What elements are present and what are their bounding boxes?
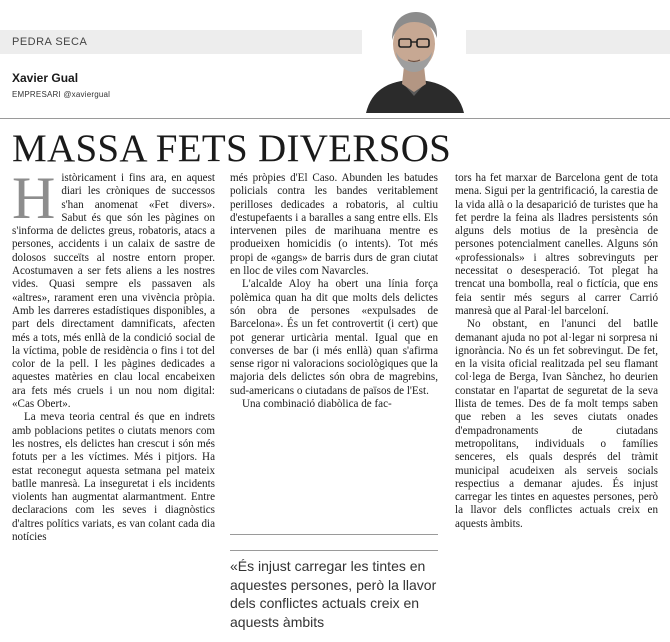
author-photo (362, 0, 466, 113)
paragraph: L'alcalde Aloy ha obert una línia força polèmica quan ha dit que molts dels delictes són obra de persones «expulsades de Barcelona». És un fet controvertit (i cert) que pot generar urticària mental. Igual que en converses de bar (i més enllà) quan s'afirma sense rigor ni valoracions sociològiques que la majoria dels delictes són obra de magrebins, sud-americans o ciutadans de països de l'Est. (230, 278, 438, 397)
article-column-3 (455, 172, 658, 531)
section-bar (0, 30, 670, 54)
author-role: EMPRESARI @xaviergual (12, 90, 111, 99)
author-name: Xavier Gual (12, 71, 79, 85)
paragraph: Una combinació diabòlica de fac- (242, 398, 392, 411)
paragraph: Històricament i fins ara, en aquest diari les cròniques de successos s'han anomenat «Fet divers». Sabut és que són les pàgines on s'informa de delictes greus, robatoris, atacs a persones, accidents i un calaix de sastre de dolosos succeïts al nostre entorn proper. Acostumaven a ser fets aliens a les nostres vides. Quasi sempre els passaven als «altres», rarament eren una vivència pròpia. Amb les darreres estadístiques disponibles, a part dels directament damnificats, afecten més a tots, més enllà de la condició social de la víctima, poble de residència o fins i tot del color de la pell. I les pàgines dedicades a aquestes matèries en clau local encabeixen ara fets més cruels i un nou nom digital: «Cas Obert». (12, 165, 215, 411)
paragraph: tors ha fet marxar de Barcelona gent de tota mena. Sigui per la gentrificació, la carestia de la vida allà o la desaparició de turistes que ha fet perdre la feina als lladres persistents són alguns dels motius de la presència de persones potencialment canelles. Alguns són «professionals» i altres sobrevinguts per necessitat o desesperació. Tot plegat ha trencat una bombolla, real o fictícia, que ens feia sentir més segurs al carrer Carrió manresà que al Paral·lel barceloní. (455, 172, 658, 317)
paragraph: La meva teoria central és que en indrets amb poblacions petites o ciutats menors com les nostres, els delictes han crescut i són més fotuts per a les víctimes. Més i pitjors. Ha estat reconegut aquesta setmana pel mateix batlle manresà. La inseguretat i els incidents violents han augmentat alarmantment. Entre declaracions com les seves i diagnòstics d'altres polítics variats, es van colant cada dia notícies (12, 411, 215, 544)
article-column-2 (230, 172, 438, 411)
header-rule (0, 118, 670, 119)
paragraph: més pròpies d'El Caso. Abunden les batudes policials contra les bandes veritablement perilloses dedicades a robatoris, al cultiu d'estupefaents i a baralles a sang entre ells. Els intervenen piles de marihuana mentre es produeixen homicidis (o intents). Tot més propi de «gangs» de barris durs de gran ciutat en lloc de viles com Navarcles. (230, 172, 438, 278)
article-column-1 (12, 165, 215, 544)
headline: MASSA FETS DIVERSOS (12, 127, 452, 170)
section-label: PEDRA SECA (12, 36, 88, 48)
pullquote-rule (230, 534, 438, 535)
drop-cap: H (12, 165, 56, 231)
pullquote: «És injust carregar les tintes en aquestes persones, però la llavor dels conflictes actuals creix en aquests àmbits (230, 550, 438, 631)
paragraph: No obstant, en l'anunci del batlle demanant ajuda no pot al·legar ni sorpresa ni ignorància. No és un fet sobrevingut. De fet, en la visita oficial realitzada pel seu flamant col·lega de Berga, Ivan Sànchez, ho deurien constatar en l'apartat de seguretat de la seva llista de temes. Des de fa molt temps saben que reben a les seves ciutats onades d'empadronaments de ciutadans metropolitans, individuals o famílies senceres, els quals després del tràmit municipal acudeixen als serveis socials respectius a demanar ajudes. És injust carregar les tintes en aquestes persones, però la llavor dels conflictes actuals creix en aquests àmbits. (455, 318, 658, 530)
